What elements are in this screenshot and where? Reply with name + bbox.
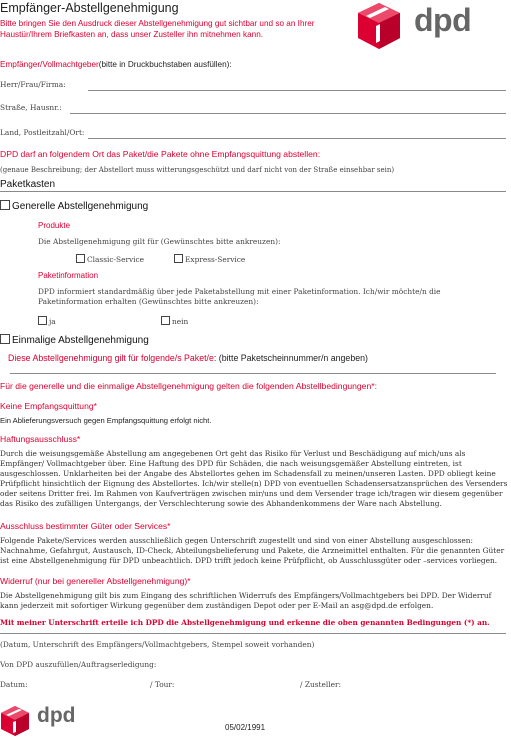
classic-label: Classic-Service [87,255,145,264]
cond-title-2: Ausschluss bestimmter Güter oder Services* [0,521,171,531]
dpd-logo [356,0,506,52]
field-city-label: Land, Postleitzahl/Ort: [0,128,85,137]
consent-text: Mit meiner Unterschrift erteile ich DPD die Abstellgenehmigung und erkenne die oben genannten Bedingungen (*) an. [0,618,490,627]
ja-checkbox[interactable] [38,316,47,325]
paketinfo-heading: Paketinformation [38,271,99,280]
nein-checkbox[interactable] [161,316,170,325]
option-express[interactable] [174,254,245,265]
single-text-rest: : (bitte Paketscheinnummer/n angeben) [213,353,368,363]
datum-label: Datum: [0,680,28,689]
signature-line[interactable] [0,633,506,634]
single-label: Einmalige Abstellgenehmigung [12,335,149,346]
express-label: Express-Service [185,255,246,264]
single-text-red: Diese Abstellgenehmigung gilt für folgende/s Paket/e [8,353,214,363]
paketinfo-text: DPD informiert standardmäßig über jede Paketabstellung mit einer Paketinformation. Ich/wir möchte/n die Paketinformation erhalten (Gewünschtes bitte ankreuzen): [38,287,441,306]
place-value[interactable]: Paketkasten [0,179,56,190]
field-name-label: Herr/Frau/Firma: [0,80,66,89]
tour-label: / Tour: [150,680,175,689]
recipient-heading-red: Empfänger/Vollmachtgeber [0,60,99,69]
produkte-text: Die Abstellgenehmigung gilt für (Gewünschtes bitte ankreuzen): [38,237,281,246]
cond-text-3: Die Abstellgenehmigung gilt bis zum Eingang des schriftlichen Widerrufs des Empfängers/Vollmachtgebers bei DPD. Der Widerruf kann jederzeit mit sofortiger Wirkung gegenüber dem zuständigen Depot oder per E-Mail an asg@dpd.de erfolgen. [0,591,492,610]
place-note: (genaue Beschreibung; der Abstellort muss witterungsgeschützt und darf nicht von der Straße einsehbar sein) [0,166,395,174]
general-checkbox[interactable] [0,200,10,210]
conditions-heading: Für die generelle und die einmalige Abstellgenehmigung gelten die folgenden Abstellbedingungen*: [0,381,377,391]
recipient-heading [0,60,232,69]
express-checkbox[interactable] [174,254,183,263]
option-ja[interactable] [38,316,56,327]
ja-label: ja [49,317,56,326]
zusteller-label: / Zusteller: [300,680,341,689]
dpd-section-label: Von DPD auszufüllen/Auftragserledigung: [0,660,157,669]
place-heading: DPD darf an folgendem Ort das Paket/die Pakete ohne Empfangsquittung abstellen: [0,149,321,159]
footer-dpd-wordmark: dpd [37,704,76,727]
single-checkbox[interactable] [0,334,10,344]
cond-text-0: Ein Ablieferungsversuch gegen Empfangsquittung erfolgt nicht. [0,416,212,425]
cond-title-3: Widerruf (nur bei genereller Abstellgenehmigung)* [0,576,191,586]
general-option[interactable] [0,200,148,212]
field-city-input[interactable] [88,138,506,139]
single-text [8,353,368,363]
field-street-label: Straße, Hausnr.: [0,103,62,112]
field-street-input[interactable] [70,113,506,114]
classic-checkbox[interactable] [76,254,85,263]
dpd-wordmark: dpd [414,2,472,38]
footer-dpd-logo [0,703,90,739]
general-label: Generelle Abstellgenehmigung [12,201,149,212]
cond-title-1: Haftungsausschluss* [0,434,81,444]
page-title: Empfänger-Abstellgenehmigung [0,1,179,15]
recipient-heading-note: (bitte in Druckbuchstaben ausfüllen): [98,60,232,69]
field-name-input[interactable] [88,90,506,91]
cond-title-0: Keine Empfangsquittung* [0,401,97,411]
nein-label: nein [172,317,189,326]
signature-label: (Datum, Unterschrift des Empfängers/Vollmachtgebers, Stempel soweit vorhanden) [0,640,315,649]
produkte-heading: Produkte [38,221,71,230]
cond-text-2: Folgende Pakete/Services werden ausschließlich gegen Unterschrift zugestellt und sind von einer Abstellung ausgeschlossen: Nachnahme, Gefahrgut, Austausch, ID-Check, Abteilungsbelieferung und Pakete, die Arzneimittel enthalten. Für die genannten Güter ist eine Abstellgenehmigung für DPD unbeachtlich. DPD trifft jedoch keine Prüfpflicht, ob Ausschlussgüter oder –services vorliegen. [0,536,505,565]
option-nein[interactable] [161,316,188,327]
place-line [0,191,506,192]
single-option[interactable] [0,334,149,346]
option-classic[interactable] [76,254,144,265]
intro-text: Bitte bringen Sie den Ausdruck dieser Abstellgenehmigung gut sichtbar und so an Ihrer Haustür/Ihrem Briefkasten an, dass unser Zusteller ihn mitnehmen kann. [0,19,315,39]
single-line[interactable] [10,373,496,374]
footer-date: 05/02/1991 [225,723,266,732]
cond-text-1: Durch die weisungsgemäße Abstellung am angegebenen Ort geht das Risiko für Verlust und Beschädigung auf mich/uns als Empfänger/ Vollmachtgeber über. Eine Haftung des DPD für Schäden, die nach weisungsgemäßer Abstellung eintreten, ist ausgeschlossen. Unklarheiten bei der Angabe des Abstellortes gehen im Schadensfall zu meinen/unseren Lasten. DPD obliegt keine Prüfpflicht hinsichtlich der Eignung des Abstellortes. Ich/wir stelle(n) DPD von eventuellen Schadensersatzansprüchen des Versenders oder seitens Dritter frei. Im Rahmen von Kaufverträgen zwischen mir/uns und dem Versender trage ich/tragen wir diesem gegenüber das Risiko des zufälligen Untergangs, der Verschlechterung sowie des Abhandenkommens der Ware nach Abstellung. [0,449,508,508]
